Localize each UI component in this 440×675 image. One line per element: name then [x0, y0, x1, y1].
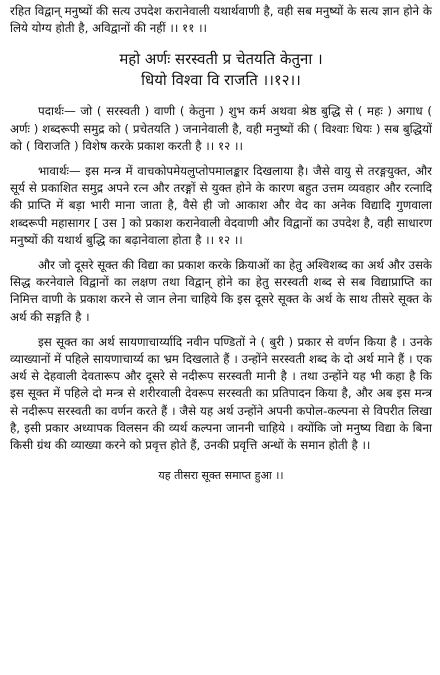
padartha-paragraph: पदार्थः— जो ( सरस्वती ) वाणी ( केतुना ) शुभ कर्म अथवा श्रेष्ठ बुद्धि से ( महः ) अगाध ( अर्णः ) शब्दरूपी समुद्र को ( प्रचेतयति ) जनानेवाली है, वही मनुष्यों की ( विश्वाः धियः ) सब बुद्धियों को ( विराजति ) विशेष करके प्रकाश करती है ।। १२ ।।	[10, 104, 432, 153]
mantra-line-2: धियो विश्वा वि राजति ।।१२।।	[141, 71, 301, 90]
commentary-paragraph: इस सूक्त का अर्थ सायणाचार्य्यादि नवीन पण्डितों ने ( बुरी ) प्रकार से वर्णन किया है । उनके व्याख्यानों में पहिले सायणाचार्य्य का भ्रम दिखलाते हैं । उन्होंने सरस्वती शब्द के दो अर्थ माने हैं । एक अर्थ से देहवाली देवतारूप और दूसरे से नदीरूप सरस्वती मानी है । तथा उन्होंने यह भी कहा है कि इस सूक्त में पहिले दो मन्त्र से शरीरवाली देवरूप सरस्वती का प्रतिपादन किया है, और अब इस मन्त्र से नदीरूप सरस्वती का वर्णन करते हैं । जैसे यह अर्थ उन्होंने अपनी कपोल-कल्पना से विपरीत लिखा है, इसी प्रकार अध्यापक विलसन की व्यर्थ कल्पना जाननी चाहिये । क्योंकि जो मनुष्य विद्या के बिना किसी ग्रंथ की व्याख्या करने को प्रवृत्त होते हैं, उनकी प्रवृत्ति अन्धों के समान होती है ।।	[10, 334, 432, 453]
sangati-paragraph: और जो दूसरे सूक्त की विद्या का प्रकाश करके क्रियाओं का हेतु अश्विशब्द का अर्थ और उसके सिद्ध करनेवाले विद्वानों का लक्षण तथा विद्वान् होने का हेतु सरस्वती शब्द से सब विद्याप्राप्ति का निमित्त वाणी के प्रकाश करने से जान लेना चाहिये कि इस दूसरे सूक्त के अर्थ के साथ तीसरे सूक्त के अर्थ की सङ्गति है ।	[10, 258, 432, 324]
sukta-closing: यह तीसरा सूक्त समाप्त हुआ ।।	[158, 469, 284, 483]
intro-paragraph: रहित विद्वान् मनुष्यों की सत्य उपदेश करानेवाली यथार्थवाणी है, वही सब मनुष्यों के सत्य ज्ञान होने के लिये योग्य होती है, अविद्वानों की नहीं ।। ११ ।।	[10, 4, 432, 36]
mantra-block	[10, 49, 432, 91]
bhavartha-paragraph: भावार्थः— इस मन्त्र में वाचकोपमेयलुप्तोपमालङ्कार दिखलाया है। जैसे वायु से तरङ्गयुक्त, और सूर्य से प्रकाशित समुद्र अपने रत्न और तरङ्गों से युक्त होने के कारण बहुत उत्तम व्यवहार और रत्नादि की प्राप्ति में बड़ा भारी माना जाता है, वैसे ही जो आकाश और वेद का अनेक विद्यादि गुणवाला शब्दरूपी महासागर [ उस ] को प्रकाश करानेवाली वेदवाणी और विद्वानों का उपदेश है, वही साधारण मनुष्यों की यथार्थ बुद्धि का बढ़ानेवाला होता है ।। १२ ।।	[10, 164, 432, 247]
mantra-line-1: महो अर्णः सरस्वती प्र चेतयति केतुना ।	[119, 50, 323, 69]
